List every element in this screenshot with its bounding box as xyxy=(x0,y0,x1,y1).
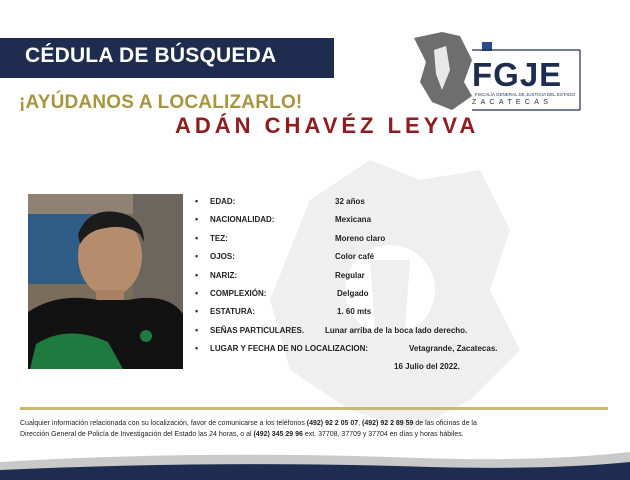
logo-acronym: FGJE xyxy=(472,56,563,93)
bullet-icon: • xyxy=(195,232,199,243)
missing-date: 16 Julio del 2022. xyxy=(394,362,460,371)
detail-label: TEZ: xyxy=(210,233,228,243)
detail-value: Regular xyxy=(335,270,365,280)
bullet-icon: • xyxy=(195,269,199,280)
detail-value: Delgado xyxy=(337,288,369,298)
footer-text: Dirección General de Policía de Investigación del Estado las 24 horas, o al xyxy=(20,431,254,438)
detail-value: Lunar arriba de la boca lado derecho. xyxy=(325,325,468,335)
divider xyxy=(20,407,608,410)
footer-line-1 xyxy=(20,418,620,429)
detail-label: ESTATURA: xyxy=(210,307,256,317)
detail-row-height xyxy=(195,306,615,324)
detail-row-age xyxy=(195,196,615,214)
phone-number: (492) 92 2 89 59 xyxy=(362,420,414,427)
banner-title: CÉDULA DE BÚSQUEDA xyxy=(25,44,277,67)
footer-text: , xyxy=(358,420,363,427)
detail-label: NARIZ: xyxy=(210,270,238,280)
detail-label: LUGAR Y FECHA DE NO LOCALIZACION: xyxy=(210,344,369,354)
detail-label: EDAD: xyxy=(210,197,236,206)
bullet-icon: • xyxy=(195,196,199,206)
bullet-icon: • xyxy=(195,287,199,298)
phone-number: (492) 92 2 05 07 xyxy=(306,420,359,427)
detail-row-eyes xyxy=(195,251,615,269)
detail-value: Vetagrande, Zacatecas. xyxy=(409,344,498,354)
footer-text: ext. 37708, 37709 y 37704 en días y horas hábiles. xyxy=(302,431,464,438)
detail-label: OJOS: xyxy=(210,252,235,262)
detail-row-nose xyxy=(195,270,615,288)
detail-row-nationality xyxy=(195,214,615,232)
logo-state: ZACATECAS xyxy=(472,99,553,106)
bullet-icon: • xyxy=(195,214,199,225)
bullet-icon: • xyxy=(195,324,199,335)
detail-row-complexion-tone xyxy=(195,233,615,251)
bullet-icon: • xyxy=(195,251,199,262)
detail-value: 1. 60 mts xyxy=(337,307,372,317)
detail-value: 32 años xyxy=(335,197,365,206)
help-heading: ¡AYÚDANOS A LOCALIZARLO! xyxy=(19,92,303,113)
detail-label: COMPLEXIÓN: xyxy=(210,288,267,298)
detail-value: Moreno claro xyxy=(335,233,386,243)
detail-value: Color café xyxy=(335,252,375,262)
detail-row-location xyxy=(195,343,615,361)
detail-row-features xyxy=(195,325,615,343)
missing-person-name: ADÁN CHAVÉZ LEYVA xyxy=(175,113,480,138)
phone-number: (492) 345 29 96 xyxy=(253,431,303,438)
detail-value: Mexicana xyxy=(335,215,372,225)
detail-label: SEÑAS PARTICULARES. xyxy=(210,325,305,335)
logo-subtitle: FISCALÍA GENERAL DE JUSTICIA DEL ESTADO xyxy=(474,92,576,97)
person-photo xyxy=(28,194,183,369)
bullet-icon: • xyxy=(195,306,199,317)
person-details xyxy=(195,196,615,362)
detail-label: NACIONALIDAD: xyxy=(210,215,275,225)
bottom-wave-decoration xyxy=(0,436,630,480)
footer-text: de las oficinas de la xyxy=(413,420,477,427)
bullet-icon: • xyxy=(195,343,199,354)
footer-text: Cualquier información relacionada con su localización, favor de comunicarse a los teléfonos xyxy=(20,420,307,427)
detail-row-build xyxy=(195,288,615,306)
